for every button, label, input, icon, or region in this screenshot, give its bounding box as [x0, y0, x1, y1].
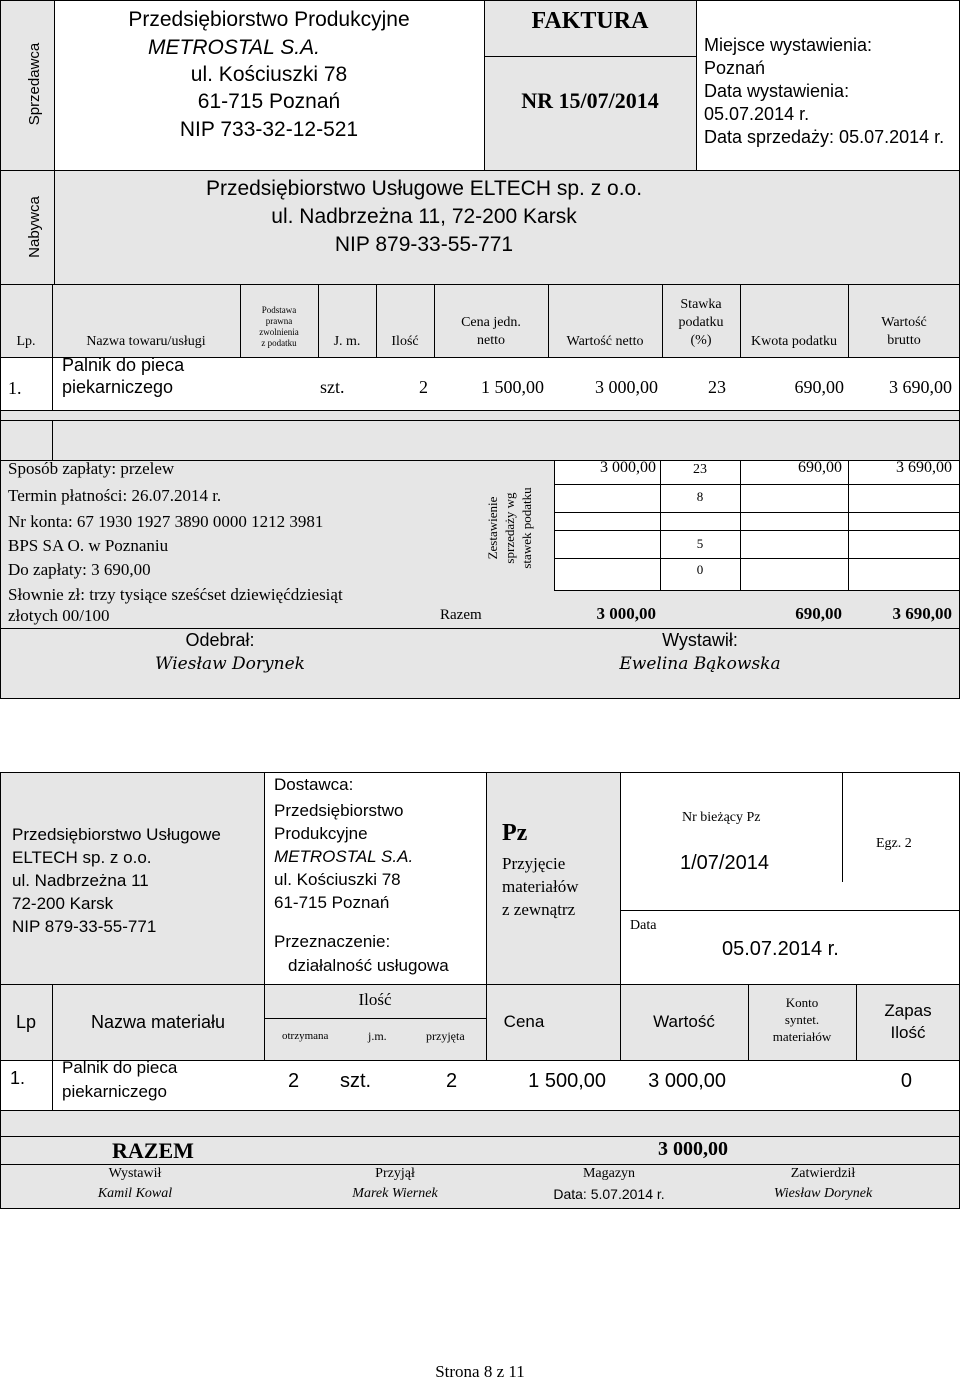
- page-number: Strona 8 z 11: [435, 1362, 525, 1381]
- frame-line: [0, 284, 960, 285]
- sale-date: Data sprzedaży: 05.07.2014 r.: [704, 127, 945, 147]
- buyer-nip: NIP 879-33-55-771: [334, 233, 514, 256]
- pz-header-lp: Lp: [15, 1012, 37, 1032]
- header-net: Wartość netto: [566, 334, 644, 349]
- pz-item-accepted: 2: [446, 1070, 458, 1092]
- summary-line: [740, 460, 741, 590]
- signature-label: Przyjął: [375, 1166, 415, 1181]
- payment-method: Sposób zapłaty: przelew: [8, 459, 175, 478]
- header-rate: Stawka podatku (%): [678, 297, 724, 348]
- frame-line: [0, 1208, 960, 1209]
- signature-value: Wiesław Dorynek: [773, 1186, 873, 1201]
- item-unit: szt.: [320, 377, 345, 397]
- amount-due: Do zapłaty: 3 690,00: [8, 560, 151, 579]
- summary-rate: 23: [693, 462, 707, 477]
- supplier-label: Dostawca:: [274, 775, 354, 794]
- seller-nip: NIP 733-32-12-521: [179, 118, 359, 141]
- buyer-address: ul. Nadbrzeżna 11, 72-200 Karsk: [271, 205, 577, 228]
- col-line: [264, 772, 265, 984]
- frame-top: [0, 0, 960, 1]
- item-qty: 2: [419, 377, 428, 397]
- item-name-2: piekarniczego: [62, 377, 174, 397]
- pz-header-received: otrzymana: [282, 1030, 329, 1042]
- frame-line: [0, 628, 960, 629]
- pz-item-price: 1 500,00: [528, 1070, 606, 1092]
- pz-header-price: Cena: [503, 1012, 545, 1031]
- pz-receiver: Przedsiębiorstwo Usługowe ELTECH sp. z o.o. ul. Nadbrzeżna 11 72-200 Karsk NIP 879-33-55-771: [12, 825, 221, 936]
- pz-total-label: RAZEM: [112, 1138, 194, 1163]
- issue-date-label: Data wystawienia:: [704, 81, 850, 101]
- summary-gross: 3 690,00: [896, 459, 952, 476]
- pz-item-unit: szt.: [340, 1070, 372, 1092]
- summary-rate: 8: [696, 489, 704, 504]
- summary-line: [554, 530, 960, 531]
- col-line: [486, 772, 487, 984]
- frame-line: [0, 170, 960, 171]
- buyer-side-label: Nabywca: [26, 196, 43, 258]
- pz-item-stock: 0: [900, 1070, 912, 1092]
- summary-line: [554, 590, 960, 591]
- supplier: Przedsiębiorstwo Produkcyjne METROSTAL S.A. ul. Kościuszki 78 61-715 Poznań: [274, 801, 414, 912]
- bank-account: Nr konta: 67 1930 1927 3890 0000 1212 3981: [8, 512, 324, 531]
- pz-header-value: Wartość: [653, 1012, 715, 1031]
- total-line: [0, 1164, 960, 1165]
- signature-label: Wystawił: [108, 1166, 162, 1181]
- column-divider: [696, 0, 697, 170]
- frame-line: [0, 984, 960, 985]
- pz-item-value: 3 000,00: [648, 1070, 726, 1092]
- invoice-title: FAKTURA: [531, 8, 649, 34]
- pz-item-name-1: Palnik do pieca: [62, 1058, 178, 1077]
- summary-net: 3 000,00: [600, 459, 656, 476]
- purpose-value: działalność usługowa: [288, 956, 449, 975]
- header-qty: Ilość: [391, 334, 419, 349]
- pz-date-label: Data: [630, 918, 657, 933]
- seller-name-2: METROSTAL S.A.: [148, 36, 320, 59]
- item-gross: 3 690,00: [889, 377, 952, 397]
- summary-tax: 690,00: [798, 459, 842, 476]
- amount-in-words-2: złotych 00/100: [8, 606, 110, 625]
- item-lp: 1.: [8, 378, 22, 398]
- issued-label: Wystawił:: [662, 630, 738, 650]
- pz-number-value: 1/07/2014: [680, 852, 769, 874]
- buyer-name: Przedsiębiorstwo Usługowe ELTECH sp. z o.o.: [205, 177, 643, 200]
- item-price: 1 500,00: [481, 377, 544, 397]
- pz-header-stock: Zapas Ilość: [884, 1001, 932, 1042]
- pz-number-label: Nr bieżący Pz: [682, 810, 761, 825]
- summary-table-background: [554, 460, 960, 590]
- item-tax: 690,00: [794, 377, 844, 397]
- received-label: Odebrał:: [185, 630, 255, 650]
- pz-header-unit: j.m.: [368, 1029, 387, 1043]
- summary-line: [848, 460, 849, 590]
- place-value: Poznań: [704, 58, 766, 78]
- signature-value: Kamil Kowal: [97, 1186, 173, 1201]
- title-divider: [484, 56, 696, 57]
- pz-header-account: Konto syntet. materiałów: [772, 995, 832, 1044]
- table-row-line: [0, 410, 960, 411]
- seller-side-label: Sprzedawca: [26, 42, 43, 126]
- pz-title: Pz: [502, 820, 528, 846]
- pz-copy: Egz. 2: [876, 836, 912, 851]
- received-signature: Wiesław Dorynek: [155, 654, 305, 674]
- pz-total-value: 3 000,00: [658, 1138, 728, 1160]
- frame-line: [0, 420, 960, 421]
- signature-value: Data: 5.07.2014 r.: [553, 1186, 665, 1202]
- header-price: Cena jedn. netto: [461, 315, 521, 348]
- total-tax: 690,00: [795, 604, 842, 623]
- pz-header-accepted: przyjęta: [426, 1029, 465, 1043]
- header-lp: Lp.: [16, 334, 36, 349]
- col-line: [842, 772, 843, 882]
- qty-header-line: [264, 1018, 486, 1019]
- pz-item-received: 2: [288, 1070, 300, 1092]
- issue-date-value: 05.07.2014 r.: [704, 104, 810, 124]
- bank-name: BPS SA O. w Poznaniu: [8, 536, 169, 555]
- summary-rate: 0: [696, 562, 704, 577]
- summary-line: [554, 460, 555, 590]
- summary-rate: 5: [696, 536, 704, 551]
- pz-header-name: Nazwa materiału: [90, 1012, 226, 1032]
- purpose-label: Przeznaczenie:: [274, 932, 391, 951]
- col-line: [52, 420, 53, 460]
- signature-value: Marek Wiernek: [352, 1186, 438, 1201]
- col-line: [620, 772, 621, 984]
- summary-line: [554, 512, 960, 513]
- summary-line: [554, 558, 960, 559]
- place-label: Miejsce wystawienia:: [704, 35, 873, 55]
- pz-subtitle: Przyjęcie materiałów z zewnątrz: [502, 854, 579, 919]
- signature-label: Zatwierdził: [790, 1166, 856, 1181]
- pz-header-qty: Ilość: [358, 990, 392, 1009]
- item-rate: 23: [708, 377, 726, 397]
- item-net: 3 000,00: [595, 377, 658, 397]
- pz-item-lp: 1.: [10, 1068, 26, 1088]
- item-name-1: Palnik do pieca: [62, 355, 185, 375]
- table-row-line: [0, 1136, 960, 1137]
- total-gross: 3 690,00: [892, 604, 952, 623]
- invoice-number: NR 15/07/2014: [521, 88, 659, 113]
- total-net: 3 000,00: [596, 604, 656, 623]
- pz-item-name-2: piekarniczego: [62, 1082, 167, 1101]
- date-divider: [620, 910, 960, 911]
- frame-bottom: [0, 698, 960, 699]
- pz-date-value: 05.07.2014 r.: [722, 938, 839, 960]
- seller-city: 61-715 Poznań: [197, 90, 341, 113]
- frame-left: [0, 772, 1, 1208]
- header-basis: Podstawa prawna zwolnienia z podatku: [259, 305, 299, 348]
- seller-street: ul. Kościuszki 78: [190, 63, 348, 86]
- header-name: Nazwa towaru/usługi: [86, 334, 206, 349]
- table-row-line: [0, 1110, 960, 1111]
- payment-term: Termin płatności: 26.07.2014 r.: [8, 486, 222, 505]
- col-line: [52, 984, 53, 1110]
- total-label: Razem: [440, 607, 482, 623]
- header-tax: Kwota podatku: [751, 334, 837, 349]
- signature-label: Magazyn: [582, 1166, 636, 1181]
- amount-in-words: Słownie zł: trzy tysiące sześćset dziewięćdziesiąt: [8, 585, 343, 604]
- summary-label: Zestawienie sprzedaży wg stawek podatku: [485, 487, 534, 569]
- summary-line: [554, 484, 960, 485]
- frame-line: [0, 772, 960, 773]
- header-unit: J. m.: [333, 334, 361, 349]
- seller-name: Przedsiębiorstwo Produkcyjne: [128, 8, 410, 31]
- issued-signature: Ewelina Bąkowska: [619, 654, 781, 674]
- header-gross: Wartość brutto: [881, 315, 927, 348]
